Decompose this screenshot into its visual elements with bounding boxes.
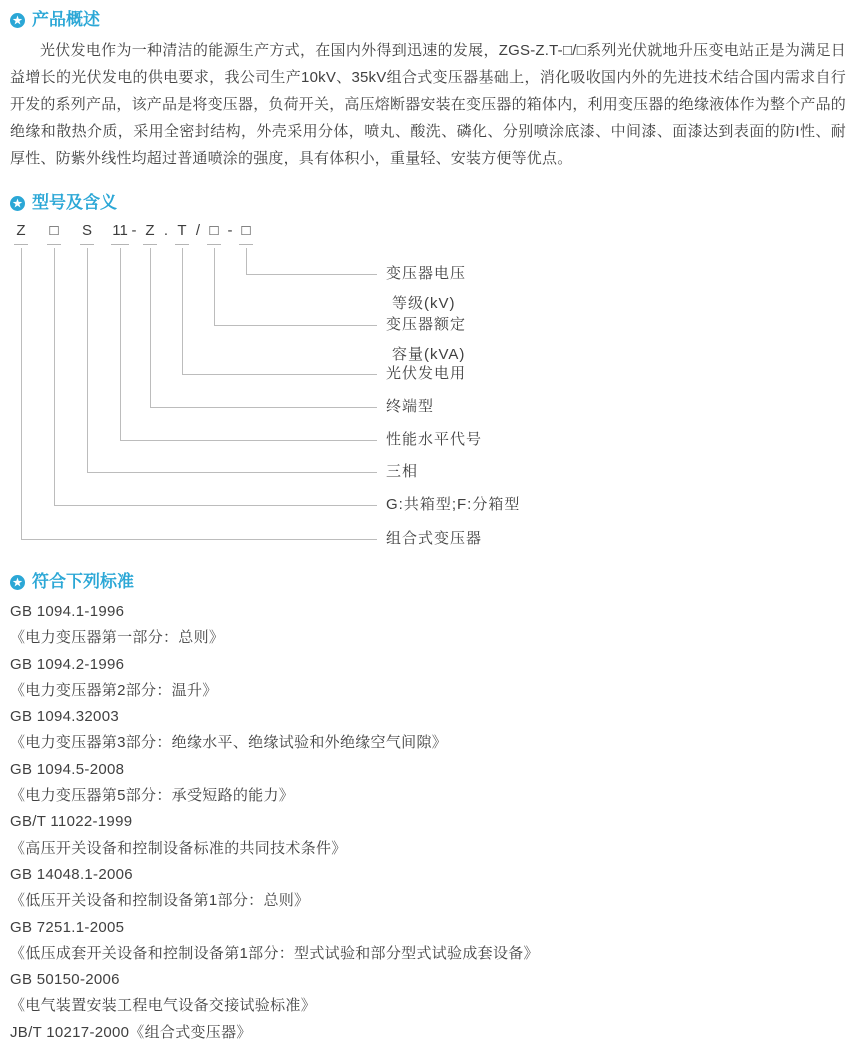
connector-line — [54, 505, 377, 506]
connector-line — [246, 274, 377, 275]
connector-line — [120, 248, 121, 440]
tank-type-label: G:共箱型;F:分箱型 — [386, 496, 521, 513]
terminal-type-label: 终端型 — [386, 398, 435, 415]
standards-section — [0, 572, 860, 1046]
model-code-token: Z — [145, 222, 155, 239]
token-underline — [80, 244, 94, 245]
connector-line — [182, 248, 183, 374]
token-underline — [143, 244, 157, 245]
connector-line — [87, 472, 377, 473]
connector-line — [150, 407, 377, 408]
standard-item: 《电力变压器第2部分：温升》 — [10, 681, 218, 699]
standard-item: GB 14048.1-2006 — [10, 865, 133, 883]
standard-item: GB 1094.1-1996 — [10, 603, 125, 620]
token-underline — [47, 244, 61, 245]
standard-item: 《低压成套开关设备和控制设备第1部分：型式试验和部分型式试验成套设备》 — [10, 944, 539, 962]
standard-item: GB 1094.32003 — [10, 708, 119, 726]
standard-item: GB 1094.5-2008 — [10, 760, 125, 778]
standards-header — [0, 572, 860, 592]
star-circle-icon — [10, 575, 25, 590]
model-header — [0, 193, 860, 213]
standards-list — [0, 599, 860, 1046]
transformer-voltage-class-label: 变压器电压 — [386, 265, 467, 282]
standards-title: 符合下列标准 — [32, 572, 134, 591]
token-underline — [207, 244, 221, 245]
standard-item: 《电力变压器第5部分：承受短路的能力》 — [10, 787, 295, 805]
connector-line — [54, 248, 55, 505]
model-section — [0, 193, 860, 556]
standard-item: 《高压开关设备和控制设备标准的共同技术条件》 — [10, 839, 347, 857]
connector-line — [150, 248, 151, 407]
combined-transformer-label: 组合式变压器 — [386, 530, 483, 547]
model-code-token: Z — [16, 222, 26, 239]
token-underline — [239, 244, 253, 245]
standard-item: 《电力变压器第3部分：绝缘水平、绝缘试验和外绝缘空气间隙》 — [10, 734, 448, 752]
connector-line — [246, 248, 247, 274]
connector-line — [21, 248, 22, 539]
overview-section — [0, 0, 860, 172]
standard-item: GB/T 11022-1999 — [10, 813, 133, 831]
connector-line — [182, 374, 377, 375]
model-code-token: □ — [49, 222, 59, 239]
star-circle-icon — [10, 13, 25, 28]
pv-generation-label: 光伏发电用 — [386, 365, 467, 382]
rated-capacity-label-line2: 容量(kVA) — [392, 346, 466, 363]
star-circle-icon — [10, 196, 25, 211]
connector-line — [214, 248, 215, 325]
performance-code-label: 性能水平代号 — [386, 431, 483, 448]
standard-item: GB 7251.1-2005 — [10, 918, 125, 936]
three-phase-label: 三相 — [386, 463, 419, 480]
standard-item: GB 50150-2006 — [10, 971, 120, 989]
standard-item: 《电力变压器第一部分：总则》 — [10, 629, 225, 647]
standard-item: 《低压开关设备和控制设备第1部分：总则》 — [10, 892, 310, 910]
model-code-token: T — [177, 222, 187, 239]
token-underline — [111, 244, 129, 245]
overview-paragraph: 光伏发电作为一种清洁的能源生产方式，在国内外得到迅速的发展，ZGS-Z.T-□/□系列光伏就地升压变电站正是为满足日益增长的光伏发电的供电要求，我公司生产10kV、35kV组合式变压器基础上，消化吸收国内外的先进技术结合国内需求自行开发的系列产品，该产品是将变压器，负荷开关，高压熔断器安装在变压器的箱体内，利用变压器的绝缘液体作为整个产品的绝缘和散热介质，采用全密封结构，外壳采用分体，喷丸、酸洗、磷化、分别喷涂底漆、中间漆、面漆达到表面的防I性、耐厚性、防紫外线性均超过普通喷涂的强度，具有体积小，重量轻、安装方便等优点。 — [10, 42, 847, 167]
overview-title: 产品概述 — [32, 10, 100, 29]
model-code-separator: - — [227, 222, 233, 239]
token-underline — [175, 244, 189, 245]
model-code-token: □ — [241, 222, 251, 239]
model-code-token: 11 — [112, 222, 128, 239]
connector-line — [214, 325, 377, 326]
standard-item: GB 1094.2-1996 — [10, 655, 125, 673]
connector-line — [120, 440, 377, 441]
model-code-separator: . — [163, 222, 169, 239]
standard-item: 《电气装置安装工程电气设备交接试验标准》 — [10, 997, 317, 1015]
rated-capacity-label: 变压器额定 — [386, 316, 467, 333]
connector-line — [87, 248, 88, 472]
model-code-separator: - — [131, 222, 137, 239]
transformer-voltage-class-label-line2: 等级(kV) — [392, 295, 456, 312]
model-code-token: □ — [209, 222, 219, 239]
connector-line — [21, 539, 377, 540]
model-code-token: S — [81, 222, 93, 239]
model-designation-diagram — [0, 220, 860, 556]
token-underline — [14, 244, 28, 245]
model-code-separator: / — [195, 222, 201, 239]
model-title: 型号及含义 — [32, 193, 117, 212]
overview-header — [0, 0, 860, 30]
standard-item: JB/T 10217-2000《组合式变压器》 — [10, 1023, 252, 1041]
